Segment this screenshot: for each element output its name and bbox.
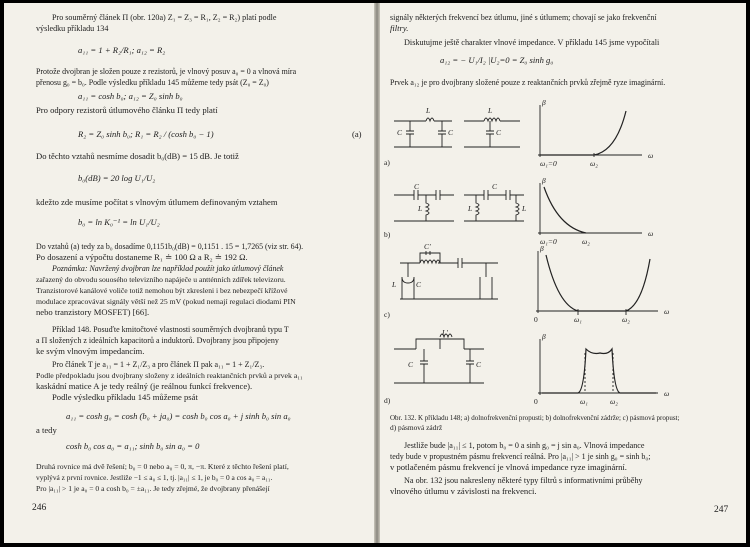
axis-label-x: ω (648, 151, 654, 160)
text-line: signály některých frekvencí bez útlumu, jiné s útlumem; chovají se jako frekvenční (390, 13, 657, 22)
axis-label-x: ω (648, 229, 654, 238)
component-label: C (496, 128, 502, 137)
text-line: Pro článek T je a₁₁ = 1 + Z₁/Z₃ a pro článek Π pak a₁₁ = 1 + Z₁/Z₃. (52, 360, 265, 369)
text-line: ke svým vlnovým impedancím. (36, 346, 145, 356)
freq-label: ω₁=0 (540, 159, 557, 168)
text-line: Druhá rovnice má dvě řešení; b₀ = 0 nebo a₀ = 0, π, −π. Které z těchto řešení platí, (36, 462, 289, 471)
axis-label-y: β (542, 98, 546, 107)
text-line: nebo tranzistory MOSFET) [66]. (36, 307, 150, 317)
component-label: C' (424, 242, 431, 251)
text-line: kdežto zde musíme počítat s vlnovým útlumem definovaným vztahem (36, 197, 278, 207)
text-line: zařazený do obvodu souosého televizního napáječe u antténních zdířek televizoru. (36, 275, 286, 284)
component-label: L (488, 106, 493, 115)
axis-zero: 0 (534, 315, 538, 324)
text-line: Poznámka: Navržený dvojbran lze například použít jako útlumový článek (52, 264, 284, 273)
text-line: Podle předpokladu jsou dvojbrany složeny z ideálních reaktančních prvků a prvek a₁₁ (36, 371, 303, 380)
text-line: Pro odpory rezistorů útlumového článku Π tedy platí (36, 105, 218, 115)
text-line: vyplývá z první rovnice. Jestliže −1 ≤ a₀ ≤ 1, tj. |a₁₁| ≤ 1, je b₀ = 0 a cos a₀ = a₁₁. (36, 473, 273, 482)
filter-figure (380, 91, 746, 409)
axis-label-y: β (542, 332, 546, 341)
component-label: L (426, 106, 431, 115)
text-line: v potlačeném pásmu frekvencí je vlnová impedance ryze imaginární. (390, 462, 627, 472)
text-line: modulace zpracovávat signály větší než 25 mV (pokud nemají regulaci diodami PIN (36, 297, 296, 306)
text-line: přenosu g₀ = b₀. Podle výsledku příkladu 145 můžeme tedy psát (Z₀ = Z₀) (36, 78, 269, 87)
text-line: a Π složených z ideálních kapacitorů a induktorů. Dvojbrany jsou připojeny (36, 336, 279, 345)
component-label: C (492, 182, 498, 191)
text-line: Diskutujme ještě charakter vlnové impedance. V příkladu 145 jsme vypočítali (404, 38, 660, 47)
component-label: C (476, 360, 482, 369)
equation: R₂ = Z₀ sinh b₀; R₁ = R₂ / (cosh b₀ − 1) (78, 129, 214, 139)
equation: b₀(dB) = 20 log U₁/U₂ (78, 173, 156, 183)
text-line: Po dosazení a výpočtu dostaneme R₁ ≐ 100 Ω a R₂ ≐ 192 Ω. (36, 252, 248, 262)
book-spread (4, 3, 746, 543)
freq-label: ω₁=0 (540, 237, 557, 246)
equation: a₁₁ = cosh g₀ = cosh (b₀ + ja₀) = cosh b₀ cos a₀ + j sinh b₀ sin a₀ (66, 411, 291, 421)
equation: a₁₂ = − U₁/I₂ |U₂=0 = Z₀ sinh g₀ (440, 55, 554, 65)
text-line: a tedy (36, 425, 57, 435)
component-label: L (392, 280, 397, 289)
axis-label-y: β (540, 244, 544, 253)
component-label: C (448, 128, 454, 137)
freq-label: ω₂ (582, 237, 590, 246)
text-line: filtry. (390, 23, 409, 33)
figure-sublabel: a) (384, 158, 390, 167)
component-label: C (416, 280, 422, 289)
left-page (4, 3, 374, 543)
text-line: Na obr. 132 jsou nakresleny některé typy filtrů s informativními průběhy (404, 476, 643, 485)
component-label: C (408, 360, 414, 369)
text-line: vlnového útlumu v závislosti na frekvenci. (390, 486, 537, 496)
text-line: Pro |a₁₁| > 1 je a₀ = 0 a cosh b₀ = ±a₁₁. Je tedy zřejmé, že dvojbrany přenášejí (36, 484, 270, 493)
axis-label-x: ω (664, 389, 670, 398)
equation-number: (a) (352, 129, 362, 139)
text-line: Tranzistorové kanálové voliče totiž nemohou být zkresleni i bez nebezpečí křížové (36, 286, 288, 295)
text-line: Jestliže bude |a₁₁| ≤ 1, potom b₀ = 0 a sinh g₀ = j sin a₀. Vlnová impedance (404, 441, 645, 450)
text-line: Do vztahů (a) tedy za b₀ dosadíme 0,1151b₀(dB) = 0,1151 . 15 = 1,7265 (viz str. 64). (36, 242, 304, 251)
text-line: Do těchto vztahů nesmíme dosadit b₀(dB) = 15 dB. Je totiž (36, 151, 239, 161)
equation: b₀ = ln K₀⁻¹ = ln U₁/U₂ (78, 217, 160, 227)
text-line: Prvek a₁₂ je pro dvojbrany složené pouze z reaktančních prvků zřejmě ryze imaginární. (390, 78, 666, 87)
freq-label: ω₁ (574, 315, 582, 324)
figure-caption: d) pásmová zádrž (390, 423, 443, 432)
component-label: L' (442, 328, 448, 337)
component-label: C (414, 182, 420, 191)
component-label: L (468, 204, 473, 213)
axis-zero: 0 (534, 397, 538, 406)
axis-label-x: ω (664, 307, 670, 316)
freq-label: ω₂ (622, 315, 630, 324)
component-label: C (397, 128, 403, 137)
text-line: kaskádní matice A je tedy reálný (je reálnou funkcí frekvence). (36, 381, 253, 391)
text-line: Podle výsledku příkladu 145 můžeme psát (52, 392, 198, 402)
equation: a₁₁ = cosh b₀; a₁₂ = Z₀ sinh b₀ (78, 91, 183, 101)
figure-caption: Obr. 132. K příkladu 148; a) dolnofrekvenční propusti; b) dolnofrekvenční zádrže; c) pásmová propust; (390, 414, 680, 422)
text-line: Protože dvojbran je složen pouze z rezistorů, je vlnový posuv a₀ = 0 a vlnová míra (36, 67, 297, 76)
page-number: 247 (714, 505, 729, 515)
text-line: výsledku příkladu 134 (36, 24, 109, 33)
component-label: L (522, 204, 527, 213)
text-line: tedy bude v propustném pásmu frekvencí reálná. Pro |a₁₁| > 1 je sinh g₀ = sinh b₀; (390, 452, 651, 461)
figure-sublabel: d) (384, 396, 391, 405)
freq-label: ω₁ (580, 397, 588, 406)
freq-label: ω₂ (610, 397, 618, 406)
example-heading: Příklad 148. Posuďte kmitočtové vlastnosti souměrných dvojbranů typu T (52, 325, 289, 334)
right-page (380, 3, 746, 543)
axis-label-y: β (542, 176, 546, 185)
equation: cosh b₀ cos a₀ = a₁₁; sinh b₀ sin a₀ = 0 (66, 441, 200, 451)
page-number: 246 (32, 503, 47, 513)
figure-sublabel: b) (384, 230, 391, 239)
figure-sublabel: c) (384, 310, 390, 319)
freq-label: ω₂ (590, 159, 598, 168)
component-label: L (418, 204, 423, 213)
text-line: Pro souměrný článek Π (obr. 120a) Z₁ = Z₃ = R₁, Z₂ = R₂) platí podle (52, 13, 277, 22)
equation: a₁₁ = 1 + R₂/R₁; a₁₂ = R₂ (78, 45, 166, 55)
